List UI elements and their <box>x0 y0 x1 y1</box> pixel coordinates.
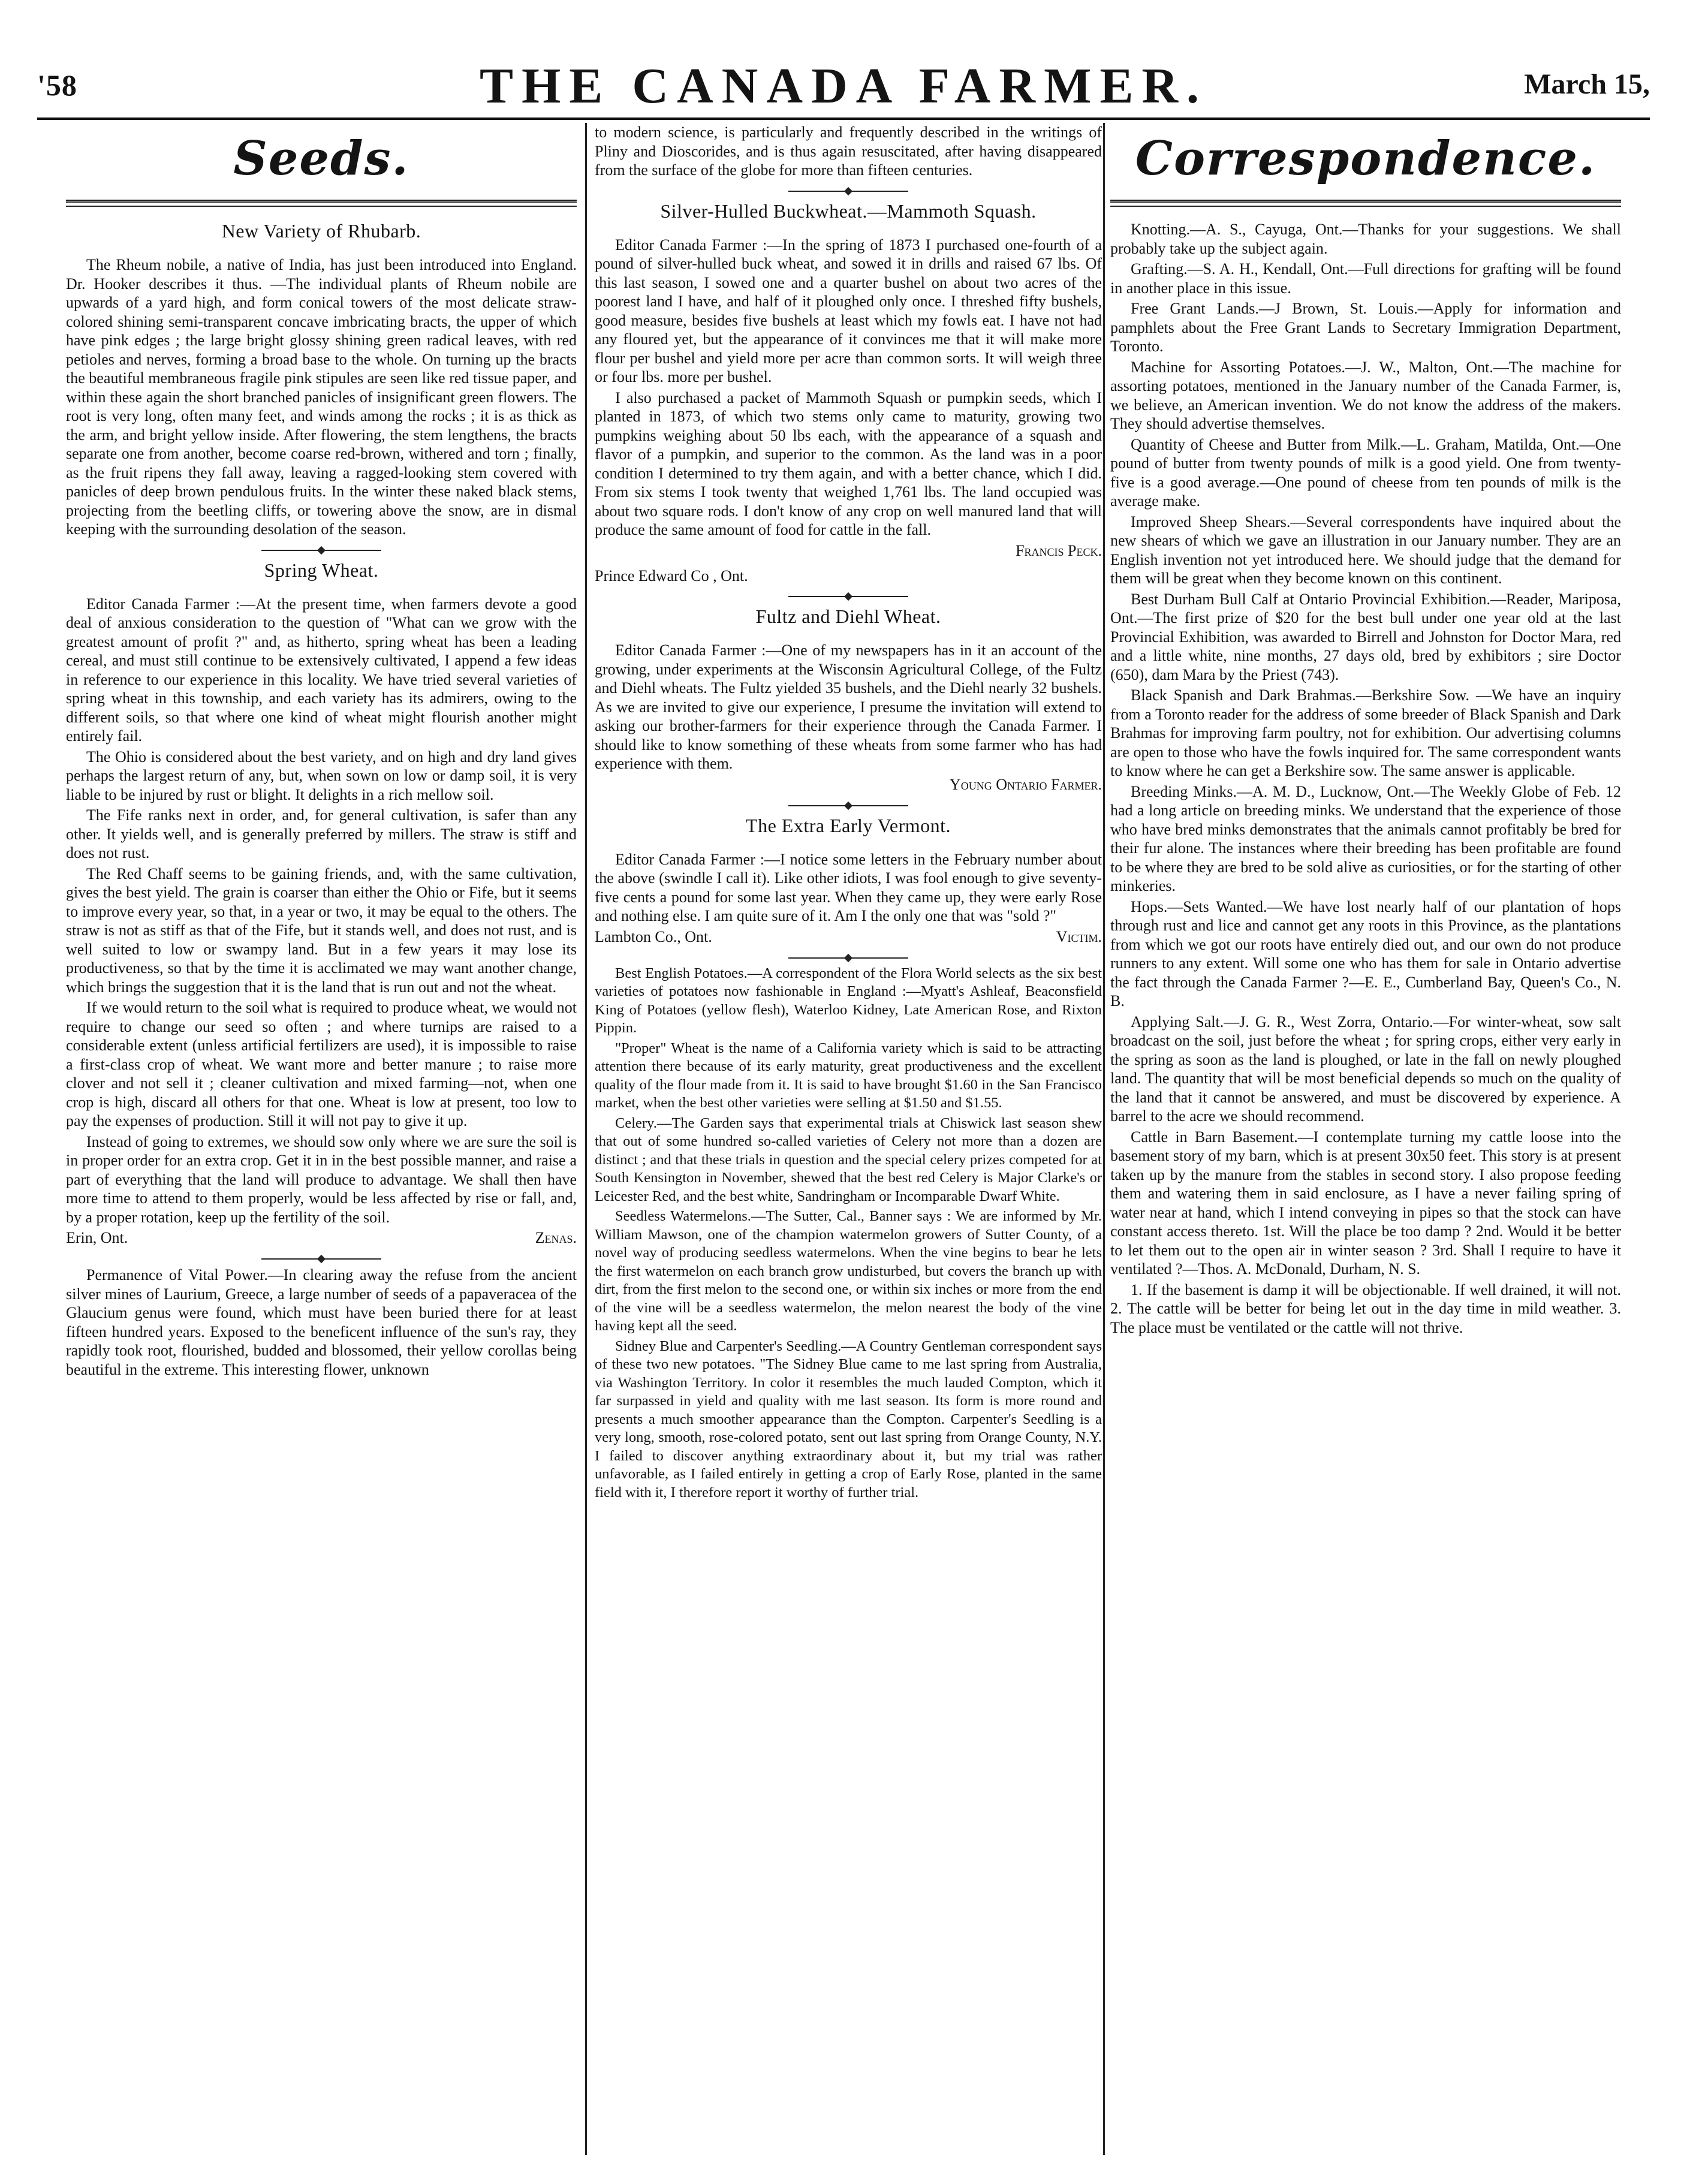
reply-cattle-answer: 1. If the basement is damp it will be objectionable. If well drained, it will not. 2. The cattle will be better for being let out in the day time in mild weather. 3. The place must be ventilated or the cattle will not thrive. <box>1110 1281 1621 1336</box>
article-title-buckwheat: Silver-Hulled Buckwheat.—Mammoth Squash. <box>660 200 1037 222</box>
reply-durham-bull-calf: Best Durham Bull Calf at Ontario Provincial Exhibition.—Reader, Mariposa, Ont.—The first prize of $20 for the best bull under one year old at the last Provincial Exhibition, was awarded to Birrell and Johnston for Doctor Mara, red and a little white, nine months, 27 days old, bred by exhibitors ; sire Doctor (650), dam Mara by the Priest (743). <box>1110 590 1621 683</box>
article-spring-wheat-p2: The Ohio is considered about the best variety, and on high and dry land gives perhaps the largest return of any, but, when sown on low or damp soil, it is very liable to be injured by rust or blight. It delights in a rich mellow soil. <box>66 748 577 803</box>
signature-line <box>595 927 1102 947</box>
reply-sheep-shears: Improved Sheep Shears.—Several correspondents have inquired about the new shears of which we gave an illustration in our January number. They are an English invention not yet introduced here. We should judge that the demand for them will be great when they become known on this continent. <box>1110 513 1621 587</box>
article-separator <box>788 191 908 192</box>
reply-knotting: Knotting.—A. S., Cayuga, Ont.—Thanks for your suggestions. We shall probably take up the subject again. <box>1110 221 1621 257</box>
item-proper-wheat: "Proper" Wheat is the name of a California variety which is said to be attracting attention there because of its early maturity, great productiveness and the excellent quality of the flour made from it. It is said to have brought $1.60 in the San Francisco market, when the best other varieties were selling at $1.50 and $1.55. <box>595 1040 1102 1111</box>
item-celery: Celery.—The Garden says that experimental trials at Chiswick last season shew that out of some hundred so-called varieties of Celery not more than a dozen are distinct ; and that these trials in question and the special celery prizes competed for at South Kensington in November, shewed that the best red Celery is Major Clarke's or Leicester Red, and the best white, Sandringham or Incomparable Dwarf White. <box>595 1114 1102 1204</box>
column-middle <box>595 123 1102 2170</box>
signature-author: Francis Peck. <box>1016 541 1102 559</box>
signature-line <box>66 1228 577 1248</box>
reply-breeding-minks: Breeding Minks.—A. M. D., Lucknow, Ont.—The Weekly Globe of Feb. 12 had a long article on breeding minks. We understand that the experience of those who have bred minks demonstrates that the animals cannot profitably be bred for their fur alone. The instances where their breeding has been profitable are found to be where they are bred to be sold alive as curiosities, or for the starting of other minkeries. <box>1110 782 1621 894</box>
signature-place: Erin, Ont. <box>66 1229 128 1246</box>
article-separator <box>261 550 381 551</box>
article-vital-power-continued: to modern science, is particularly and frequently described in the writings of Pliny and Dioscorides, and is thus again resuscitated, after having disappeared from the surface of the globe for more than fifteen centuries. <box>595 123 1102 179</box>
article-spring-wheat-p5: If we would return to the soil what is required to produce wheat, we would not require to change our seed so often ; and where turnips are raised to a considerable extent (unless artificial fertilizers are used), it is impossible to raise a first-class crop of wheat. We want more and better manure ; to raise more clover and not sell it ; cleaner cultivation and mixed farming—not, when one crop is high, discard all others for that one. Wheat is low at present, too low to pay the expenses of production. Still it will not pay to give it up. <box>66 999 577 1129</box>
item-seedless-watermelons: Seedless Watermelons.—The Sutter, Cal., Banner says : We are informed by Mr. William Mawson, one of the champion watermelon growers of Sutter County, of a novel way of producing seedless watermelons. When the vine begins to bear he lets the first watermelon on each branch grow undisturbed, but covers the branch up with dirt, from the first melon to the second one, or within six inches or more from the end of the vine will be a seedless watermelon, the melon nearest the body of the vine having kept all the seed. <box>595 1208 1102 1334</box>
article-separator <box>788 957 908 959</box>
section-banner-seeds: Seeds. <box>233 131 409 186</box>
reply-grafting: Grafting.—S. A. H., Kendall, Ont.—Full directions for grafting will be found in another place in this issue. <box>1110 260 1621 297</box>
item-english-potatoes: Best English Potatoes.—A correspondent of the Flora World selects as the six best varieties of potatoes now fashionable in England :—Myatt's Ashleaf, Beaconsfield King of Potatoes (yellow flesh), Waterloo Kidney, Late American Rose, and Rixton Pippin. <box>595 965 1102 1036</box>
article-title-extra-early-vermont: The Extra Early Vermont. <box>746 814 951 836</box>
item-sidney-blue: Sidney Blue and Carpenter's Seedling.—A Country Gentleman correspondent says of these two new potatoes. "The Sidney Blue came to me last spring from Australia, via Washington Territory. In color it resembles the much lauded Compton, which it far surpassed in yield and quality with me last season. Its form is more round and presents a much smoother appearance than the Compton. Carpenter's Seedling is a very long, smooth, rose-colored potato, sent out last spring from Orange County, N.Y. I failed to discover anything extraordinary about it, but my trial was rather unfavorable, as I failed entirely in getting a crop of Early Rose, planted in the same field with it, I therefore report it worthy of further trial. <box>595 1337 1102 1501</box>
article-separator <box>788 805 908 806</box>
signature-author: Young Ontario Farmer. <box>949 775 1102 793</box>
article-vermont-body: Editor Canada Farmer :—I notice some letters in the February number about the above (swindle I call it). Like other idiots, I was fool enough to give seventy-five cents a pound for some last year. When they came up, they were early Rose and nothing else. I am quite sure of it. Am I the only one that was "sold ?" <box>595 850 1102 924</box>
banner-rule <box>66 200 577 207</box>
reply-free-grant-lands: Free Grant Lands.—J Brown, St. Louis.—Apply for information and pamphlets about the Free Grant Lands to Secretary Immigration Department, Toronto. <box>1110 300 1621 355</box>
banner-rule <box>1110 200 1621 207</box>
article-separator <box>261 1258 381 1260</box>
signature-author: Victim. <box>1056 927 1102 945</box>
article-spring-wheat-p1: Editor Canada Farmer :—At the present time, when farmers devote a good deal of anxious consideration to the question of "What can we grow with the greatest amount of profit ?" and, as hitherto, spring wheat has been a leading cereal, and must still continue to be extensively cultivated, I append a few ideas in reference to our experience in this locality. We have tried several varieties of spring wheat in this township, and each variety has its admirers, owing to the different soils, so that where one kind of wheat might flourish another might entirely fail. <box>66 595 577 745</box>
masthead-rule <box>37 118 1650 120</box>
article-title-fultz-diehl: Fultz and Diehl Wheat. <box>755 606 941 627</box>
article-title-rhubarb: New Variety of Rhubarb. <box>221 220 421 242</box>
article-buckwheat-p2: I also purchased a packet of Mammoth Squash or pumpkin seeds, which I planted in 1873, of which two stems only came to maturity, growing two pumpkins weighing about 50 lbs each, with the appearance of a squash and flavor of a pumpkin, and superior to the common. As the land was in a poor condition I determined to try them again, and with a better chance, which I did. From six stems I took twenty that weighed 1,761 lbs. The land occupied was about two square rods. I don't know of any crop on well manured land that will produce the same amount of food for cattle in the fall. <box>595 388 1102 538</box>
signature-place: Prince Edward Co , Ont. <box>595 567 748 585</box>
reply-potato-machine: Machine for Assorting Potatoes.—J. W., Malton, Ont.—The machine for assorting potatoes, mentioned in the January number of the Canada Farmer, is, we believe, an American invention. We do not know the address of the makers. They should advertise themselves. <box>1110 358 1621 432</box>
article-title-spring-wheat: Spring Wheat. <box>264 559 379 581</box>
article-vital-power: Permanence of Vital Power.—In clearing away the refuse from the ancient silver mines of Laurium, Greece, a large number of seeds of a papaveracea of the Glaucium genus were found, which must have been buried there for at least fifteen hundred years. Exposed to the beneficent influence of the sun's ray, they rapidly took root, flourished, budded and blossomed, their yellow corollas being beautiful in the extreme. This interesting flower, unknown <box>66 1266 577 1378</box>
reply-cheese-butter: Quantity of Cheese and Butter from Milk.—L. Graham, Matilda, Ont.—One pound of butter from twenty pounds of milk is a good yield. One from twenty-five is a good average.—One pound of cheese from ten pounds of milk is the average make. <box>1110 435 1621 510</box>
issue-date: March 15, <box>1524 68 1650 100</box>
reply-hops: Hops.—Sets Wanted.—We have lost nearly half of our plantation of hops through rust and lice and cannot get any roots in this Province, as the plantations from which we got our roots have entirely died out, and our own do not produce runners to any extent. Will some one who has them for sale in Ontario advertise the fact through the Canada Farmer ?—E. E., Cumberland Bay, Queen's Co., N. B. <box>1110 897 1621 1010</box>
signature-place: Lambton Co., Ont. <box>595 927 712 945</box>
article-rhubarb-body: The Rheum nobile, a native of India, has just been introduced into England. Dr. Hooker describes it thus. —The individual plants of Rheum nobile are upwards of a yard high, and form conical towers of the most delicate straw-colored shining semi-transparent concave imbricating bracts, the upper of which have pink edges ; the large bright glossy shining green radical leaves, with red petioles and nerves, forming a broad base to the whole. On turning up the bracts the beautiful membraneous fragile pink stipules are seen like red tissue paper, and within these again the short branched panicles of insignificant green flowers. The root is very long, often many feet, and winds among the rocks ; it is as thick as the arm, and bright yellow inside. After flowering, the stem lengthens, the bracts separate one from another, become coarse red-brown, withered and torn ; finally, as the fruit ripens they fall away, leaving a ragged-looking stem covered with panicles of deep brown pendulous fruits. In the winter these naked black stems, projecting from the beetling cliffs, or towering above the snow, are in dismal keeping with the surrounding desolation of the season. <box>66 256 577 538</box>
column-divider-1 <box>585 123 587 2155</box>
reply-cattle-basement: Cattle in Barn Basement.—I contemplate turning my cattle loose into the basement story of my barn, which is at present 30x50 feet. This story is at present taken up by the manure from the stables in second story. I also propose feeding them and watering them in said enclosure, as I have a never failing spring of water near at hand, which I intend conveying in pipes so that the stock can have constant access thereto. 1st. Will the place be too damp ? 2nd. Would it be better to let them out to the open air in winter season ? 3rd. Shall I require to have it ventilated ?—Thos. A. McDonald, Durham, N. S. <box>1110 1128 1621 1278</box>
masthead <box>37 57 1650 117</box>
newspaper-title: THE CANADA FARMER. <box>479 58 1208 114</box>
section-banner-correspondence: Correspondence. <box>1135 131 1596 186</box>
article-spring-wheat-p4: The Red Chaff seems to be gaining friends, and, with the same cultivation, gives the best yield. The grain is coarser than either the Ohio or Fife, but it seems to improve every year, so that, in a year or two, it may be equal to the others. The straw is not as stiff as that of the Fife, but it stands well, and does not rust, and is well suited to low or swampy land. But in a few years it may lose its productiveness, so that by the time it is acclimated we may want another change, which brings the suggestion that it is the land that is run out and not the wheat. <box>66 864 577 996</box>
article-buckwheat-p1: Editor Canada Farmer :—In the spring of 1873 I purchased one-fourth of a pound of silver-hulled buck wheat, and sowed it in drills and raised 67 lbs. Of this last season, I sowed one and a quarter bushel on about two acres of the poorest land I have, and half of it ploughed only once. I threshed fifty bushels, good measure, besides five bushels at least which my fowls eat. I have not had any floured yet, but the appearance of it convinces me that it will make more flour per bushel and yield more per acre than common sorts. It will weigh three or four lbs. more per bushel. <box>595 236 1102 385</box>
article-fultz-diehl-body: Editor Canada Farmer :—One of my newspapers has in it an account of the growing, under experiments at the Wisconsin Agricultural College, of the Fultz and Diehl wheats. The Fultz yielded 35 bushels, and the Diehl nearly 32 bushels. As we are invited to give our experience, I presume the invitation will extend to asking our brother-farmers for their experience through the Canada Farmer. I should like to know something of these wheats from some farmer who has had experience with them. <box>595 641 1102 772</box>
article-spring-wheat-p6: Instead of going to extremes, we should sow only where we are sure the soil is in proper order for an extra crop. Get it in in the best possible manner, and raise a part of everything that the land will produce to advantage. We shall then have more time to attend to them properly, would be less affected by rise or fall, and, by a proper rotation, keep up the fertility of the soil. <box>66 1132 577 1226</box>
page-number: '58 <box>37 68 77 102</box>
article-separator <box>788 596 908 597</box>
reply-applying-salt: Applying Salt.—J. G. R., West Zorra, Ontario.—For winter-wheat, sow salt broadcast on the soil, just before the wheat ; for spring crops, either very early in the spring as soon as the land is ploughed, or late in the fall on newly ploughed land. The quantity that will be most beneficial depends so much on the quality of the land that it cannot be answered, and must be discovered by experience. A barrel to the acre we should recommend. <box>1110 1013 1621 1125</box>
article-spring-wheat-p3: The Fife ranks next in order, and, for general cultivation, is safer than any other. It yields well, and is generally preferred by millers. The straw is stiff and does not rust. <box>66 806 577 861</box>
column-divider-2 <box>1103 123 1105 2155</box>
reply-black-spanish: Black Spanish and Dark Brahmas.—Berkshire Sow. —We have an inquiry from a Toronto reader for the address of some breeder of Black Spanish and Dark Brahmas for improving farm poultry, not for exhibition. Our advertising columns are open to those who have the fowls inquired for. The same correspondent wants to know where he can get a Berkshire sow. The same answer is applicable. <box>1110 686 1621 779</box>
column-seeds <box>66 123 577 2170</box>
signature-author: Zenas. <box>535 1229 577 1246</box>
column-correspondence <box>1110 123 1621 2170</box>
